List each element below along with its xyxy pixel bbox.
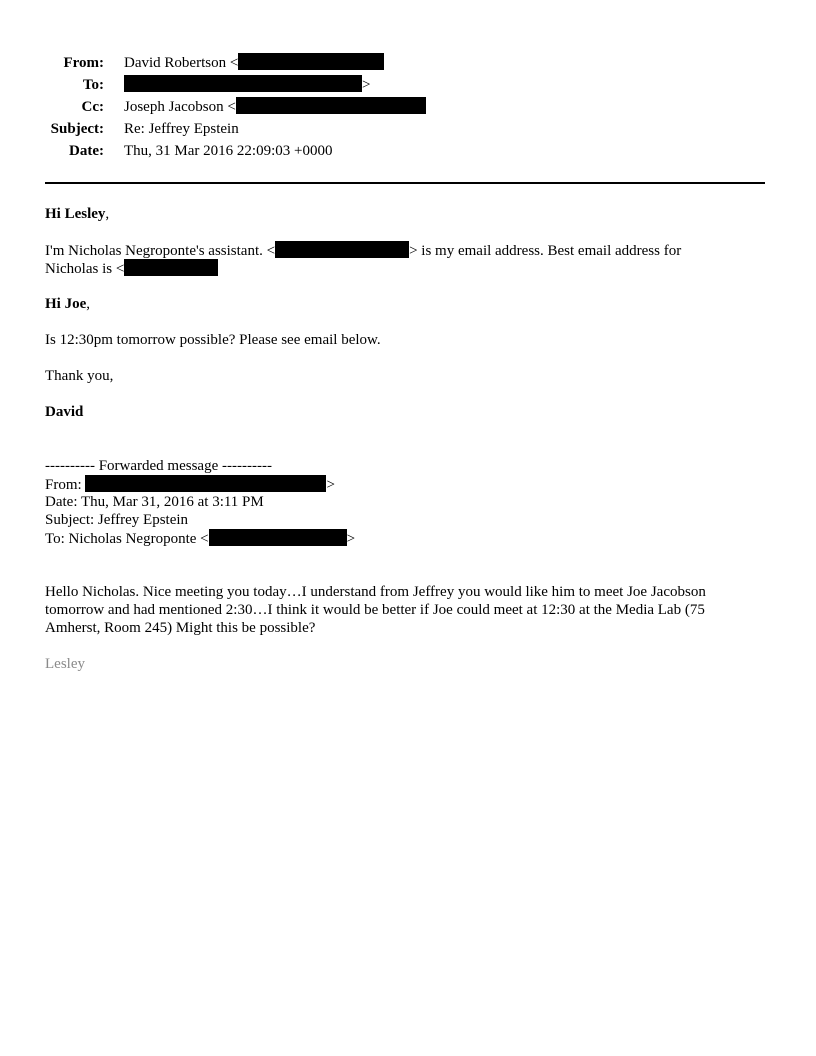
greeting-joe xyxy=(45,295,90,313)
fwd-to-suffix: > xyxy=(346,531,356,547)
header-date-row xyxy=(0,141,400,161)
intro-line-2 xyxy=(45,259,218,277)
redaction-block xyxy=(238,53,384,70)
signature-david: David xyxy=(45,404,84,420)
fwd-from-label: From: xyxy=(45,477,86,493)
question-text: Is 12:30pm tomorrow possible? Please see email below. xyxy=(45,332,381,348)
sender-signature: Lesley xyxy=(45,656,85,672)
redaction-block xyxy=(85,475,326,492)
to-suffix: > xyxy=(362,77,371,93)
redaction-block xyxy=(124,75,362,92)
header-to-row xyxy=(0,75,400,95)
message-line-1: Hello Nicholas. Nice meeting you today…I understand from Jeffrey you would like him to meet Joe Jacobson xyxy=(45,584,706,600)
header-cc-label: Cc: xyxy=(81,99,104,115)
header-from-value xyxy=(124,53,384,73)
fwd-from-suffix: > xyxy=(326,477,335,493)
header-cc-row xyxy=(0,97,400,117)
header-from-label: From: xyxy=(63,55,104,71)
intro-line-1 xyxy=(45,241,681,259)
header-from-row xyxy=(0,53,400,73)
greeting-punct: , xyxy=(86,296,90,312)
intro-text-b: > is my email address. Best email address for xyxy=(409,243,682,259)
greeting-punct: , xyxy=(105,206,110,222)
forwarded-date: Date: Thu, Mar 31, 2016 at 3:11 PM xyxy=(45,494,264,510)
from-name: David Robertson < xyxy=(124,55,239,71)
header-to-value xyxy=(124,75,370,95)
redaction-block xyxy=(124,259,218,276)
greeting-name: Hi Lesley xyxy=(45,206,106,222)
header-divider xyxy=(45,182,765,184)
greeting-name: Hi Joe xyxy=(45,296,87,312)
forwarded-divider: ---------- Forwarded message ---------- xyxy=(45,458,272,474)
greeting-lesley xyxy=(45,205,109,223)
header-subject-value: Re: Jeffrey Epstein xyxy=(124,121,239,137)
intro-text-c: Nicholas is < xyxy=(45,261,125,277)
header-subject-label: Subject: xyxy=(50,121,104,137)
redaction-block xyxy=(275,241,409,258)
cc-name: Joseph Jacobson < xyxy=(124,99,236,115)
message-line-2: tomorrow and had mentioned 2:30…I think it would be better if Joe could meet at 12:30 at the Media Lab (75 xyxy=(45,602,705,618)
message-line-3: Amherst, Room 245) Might this be possible? xyxy=(45,620,316,636)
forwarded-subject: Subject: Jeffrey Epstein xyxy=(45,512,189,528)
header-date-value: Thu, 31 Mar 2016 22:09:03 +0000 xyxy=(124,143,333,159)
intro-text-a: I'm Nicholas Negroponte's assistant. < xyxy=(45,243,276,259)
header-subject-row xyxy=(0,119,400,139)
forwarded-to xyxy=(45,529,355,547)
redaction-block xyxy=(236,97,426,114)
header-date-label: Date: xyxy=(69,143,104,159)
fwd-to-prefix: To: Nicholas Negroponte < xyxy=(45,531,209,547)
thanks-text: Thank you, xyxy=(45,368,114,384)
forwarded-from xyxy=(45,475,335,493)
header-to-label: To: xyxy=(82,77,104,93)
header-cc-value xyxy=(124,97,426,117)
redaction-block xyxy=(209,529,347,546)
